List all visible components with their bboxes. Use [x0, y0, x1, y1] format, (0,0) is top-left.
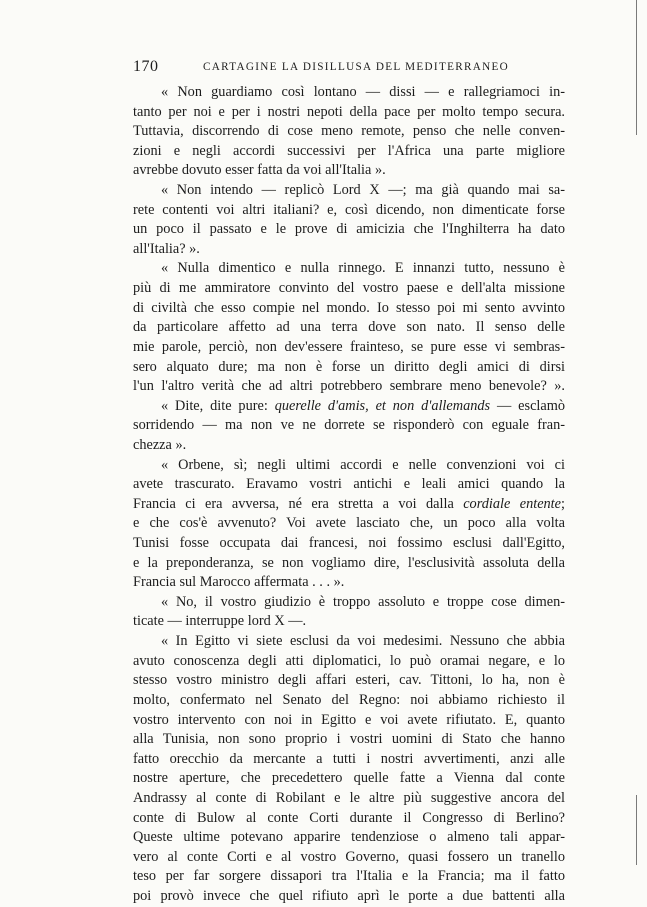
text-line: vero al conte Corti e al vostro Governo, quasi fossero un tranello	[133, 848, 565, 865]
text-line: nostre aperture, che precedettero quelle fatte a Vienna dal conte	[133, 770, 565, 787]
text-line: « Nulla dimentico e nulla rinnego. E innanzi tutto, nessuno è	[161, 260, 565, 277]
text-line: alla Tunisia, non sono proprio i vostri uomini di Stato che hanno	[133, 731, 565, 748]
scan-edge-shadow-lower	[636, 795, 637, 865]
text-line: rete contenti voi altri italiani? e, così dicendo, non dimenticate forse	[133, 201, 565, 218]
text-line: avrebbe dovuto esser fatta da voi all'Italia ».	[133, 162, 386, 179]
text-line: avete trascurato. Eravamo vostri antichi e leali amici quando la	[133, 476, 565, 493]
text-line: Francia sul Marocco affermata . . . ».	[133, 574, 345, 591]
text-line: avuto conoscenza degli atti diplomatici, lo può oramai negare, e lo	[133, 652, 565, 669]
text-line: ticate — interruppe lord X —.	[133, 613, 307, 630]
text-line: e la preponderanza, se non vogliamo dire, l'esclusività assoluta della	[133, 554, 565, 571]
text-line: « Non intendo — replicò Lord X —; ma già quando mai sa-	[161, 182, 565, 199]
text-line: conte di Bulow al conte Corti durante il Congresso di Berlino?	[133, 809, 565, 826]
scan-edge-shadow	[636, 0, 637, 135]
page-number: 170	[133, 58, 159, 75]
text-line: fatto orecchio da mercante a tutti i nostri avvertimenti, anzi alle	[133, 750, 565, 767]
text-line: vostro intervento con noi in Egitto e voi avete rifiutato. E, quanto	[133, 711, 565, 728]
text-line: Tunisi fosse occupata dai francesi, noi fossimo esclusi dall'Egitto,	[133, 535, 565, 552]
text-line: poi provò invece che quel rifiuto aprì le porte a due battenti alla	[133, 887, 565, 904]
text-line: « Dite, dite pure: querelle d'amis, et non d'allemands — esclamò	[161, 397, 566, 414]
text-line: zioni e negli accordi successivi per l'Africa una parte migliore	[133, 142, 565, 159]
text-line: tanto per noi e per i nostri nepoti della pace per molto tempo secura.	[133, 103, 565, 120]
text-line: « In Egitto vi siete esclusi da voi medesimi. Nessuno che abbia	[161, 633, 565, 650]
running-title: CARTAGINE LA DISILLUSA DEL MEDITERRANEO	[203, 61, 510, 73]
text-line: mie parole, perciò, non dev'essere frainteso, se pure esse vi sembras-	[133, 338, 565, 355]
text-line: da particolare affetto ad una terra dove son nato. Il senso delle	[133, 319, 565, 336]
text-line: stesso vostro ministro degli affari esteri, cav. Tittoni, lo ha, non è	[133, 672, 565, 689]
body-text	[133, 83, 565, 907]
text-line: « No, il vostro giudizio è troppo assoluto e troppe cose dimen-	[161, 593, 565, 610]
text-line: Tuttavia, discorrendo di cose meno remote, penso che nelle conven-	[133, 123, 565, 140]
text-line: Francia ci era avversa, né era stretta a voi dalla cordiale entente;	[133, 495, 565, 512]
text-line: chezza ».	[133, 436, 187, 453]
text-line: molto, confermato nel Senato del Regno: noi abbiamo richiesto il	[133, 691, 565, 708]
text-line: sorridendo — ma non ve ne dorrete se risponderò con eguale fran-	[133, 417, 565, 434]
text-line: sero alquato dure; ma non è forse un diritto degli amici di dirsi	[133, 358, 565, 375]
text-line: un poco il passato e le prove di amicizia che l'Inghilterra ha dato	[133, 221, 565, 238]
text-line: di civiltà che esso compie nel mondo. Io stesso poi mi sento avvinto	[133, 299, 565, 316]
text-line: e che cos'è avvenuto? Voi avete lasciato che, un poco alla volta	[133, 515, 565, 532]
page-header	[133, 58, 565, 80]
text-line: Andrassy al conte di Robilant e le altre più suggestive ancora del	[133, 789, 565, 806]
text-line: « Non guardiamo così lontano — dissi — e rallegriamoci in-	[161, 84, 565, 100]
italic-phrase: querelle d'amis, et non d'allemands	[274, 397, 491, 414]
text-line: l'un l'altro verità che ad altri potrebbero sembrare meno benevole? ».	[133, 378, 565, 395]
text-line: più di me ammiratore convinto del vostro paese e dell'alta missione	[133, 280, 565, 297]
text-line: Queste ultime potevano apparire tendenziose o almeno tali appar-	[133, 829, 565, 846]
text-line: teso per far sorgere dissapori tra l'Italia e la Francia; ma il fatto	[133, 868, 565, 885]
text-line: all'Italia? ».	[133, 240, 200, 257]
italic-phrase: cordiale entente	[463, 495, 562, 512]
text-line: « Orbene, sì; negli ultimi accordi e nelle convenzioni voi ci	[161, 456, 565, 473]
